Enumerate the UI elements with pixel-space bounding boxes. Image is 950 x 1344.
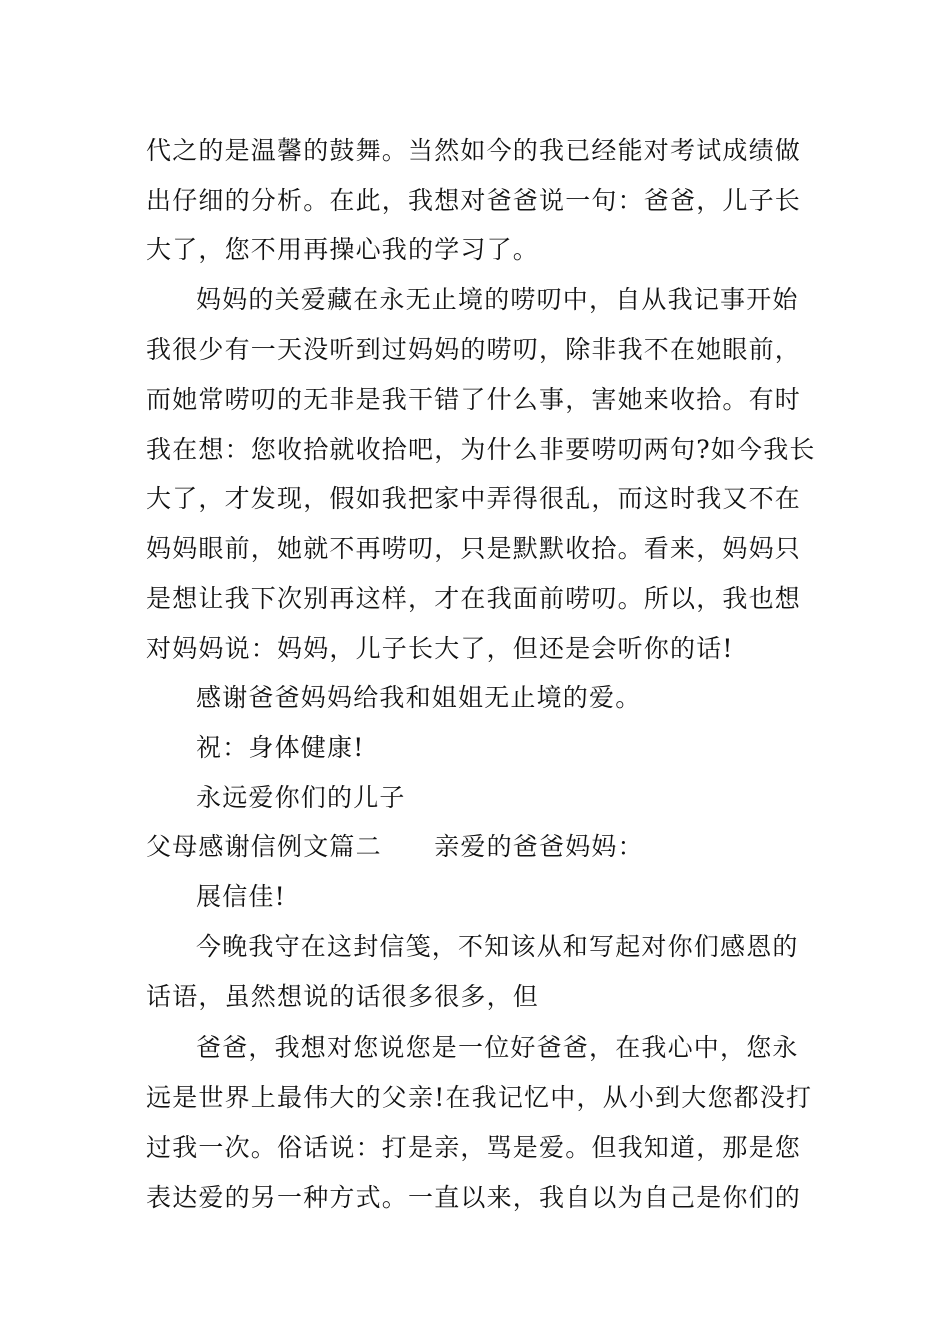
text-line: 而她常唠叨的无非是我干错了什么事，害她来收拾。有时 bbox=[146, 385, 802, 414]
section-heading: 父母感谢信例文篇二 亲爱的爸爸妈妈： bbox=[146, 832, 644, 861]
text-line: 祝：身体健康! bbox=[196, 733, 365, 762]
text-line: 感谢爸爸妈妈给我和姐姐无止境的爱。 bbox=[196, 683, 642, 712]
text-line: 出仔细的分析。在此，我想对爸爸说一句：爸爸，儿子长 bbox=[146, 186, 802, 215]
text-line: 是想让我下次别再这样，才在我面前唠叨。所以，我也想 bbox=[146, 584, 802, 613]
text-line: 远是世界上最伟大的父亲!在我记忆中，从小到大您都没打 bbox=[146, 1083, 813, 1112]
text-line: 我很少有一天没听到过妈妈的唠叨，除非我不在她眼前， bbox=[146, 335, 802, 364]
text-line: 妈妈眼前，她就不再唠叨，只是默默收拾。看来，妈妈只 bbox=[146, 534, 802, 563]
text-line: 爸爸，我想对您说您是一位好爸爸，在我心中，您永 bbox=[196, 1033, 799, 1062]
text-line: 大了，您不用再操心我的学习了。 bbox=[146, 235, 540, 264]
text-line: 展信佳! bbox=[196, 882, 286, 911]
text-line: 大了，才发现，假如我把家中弄得很乱，而这时我又不在 bbox=[146, 484, 802, 513]
text-line: 永远爱你们的儿子 bbox=[196, 783, 406, 812]
text-line: 妈妈的关爱藏在永无止境的唠叨中，自从我记事开始 bbox=[196, 285, 799, 314]
text-line: 过我一次。俗话说：打是亲，骂是爱。但我知道，那是您 bbox=[146, 1133, 802, 1162]
text-line: 表达爱的另一种方式。一直以来，我自以为自己是你们的 bbox=[146, 1183, 802, 1212]
text-line: 代之的是温馨的鼓舞。当然如今的我已经能对考试成绩做 bbox=[146, 136, 802, 165]
text-line: 对妈妈说：妈妈，儿子长大了，但还是会听你的话! bbox=[146, 634, 734, 663]
text-line: 话语，虽然想说的话很多很多，但 bbox=[146, 982, 540, 1011]
text-line: 我在想：您收拾就收拾吧，为什么非要唠叨两句?如今我长 bbox=[146, 435, 816, 464]
text-line: 今晚我守在这封信笺，不知该从和写起对你们感恩的 bbox=[196, 932, 799, 961]
